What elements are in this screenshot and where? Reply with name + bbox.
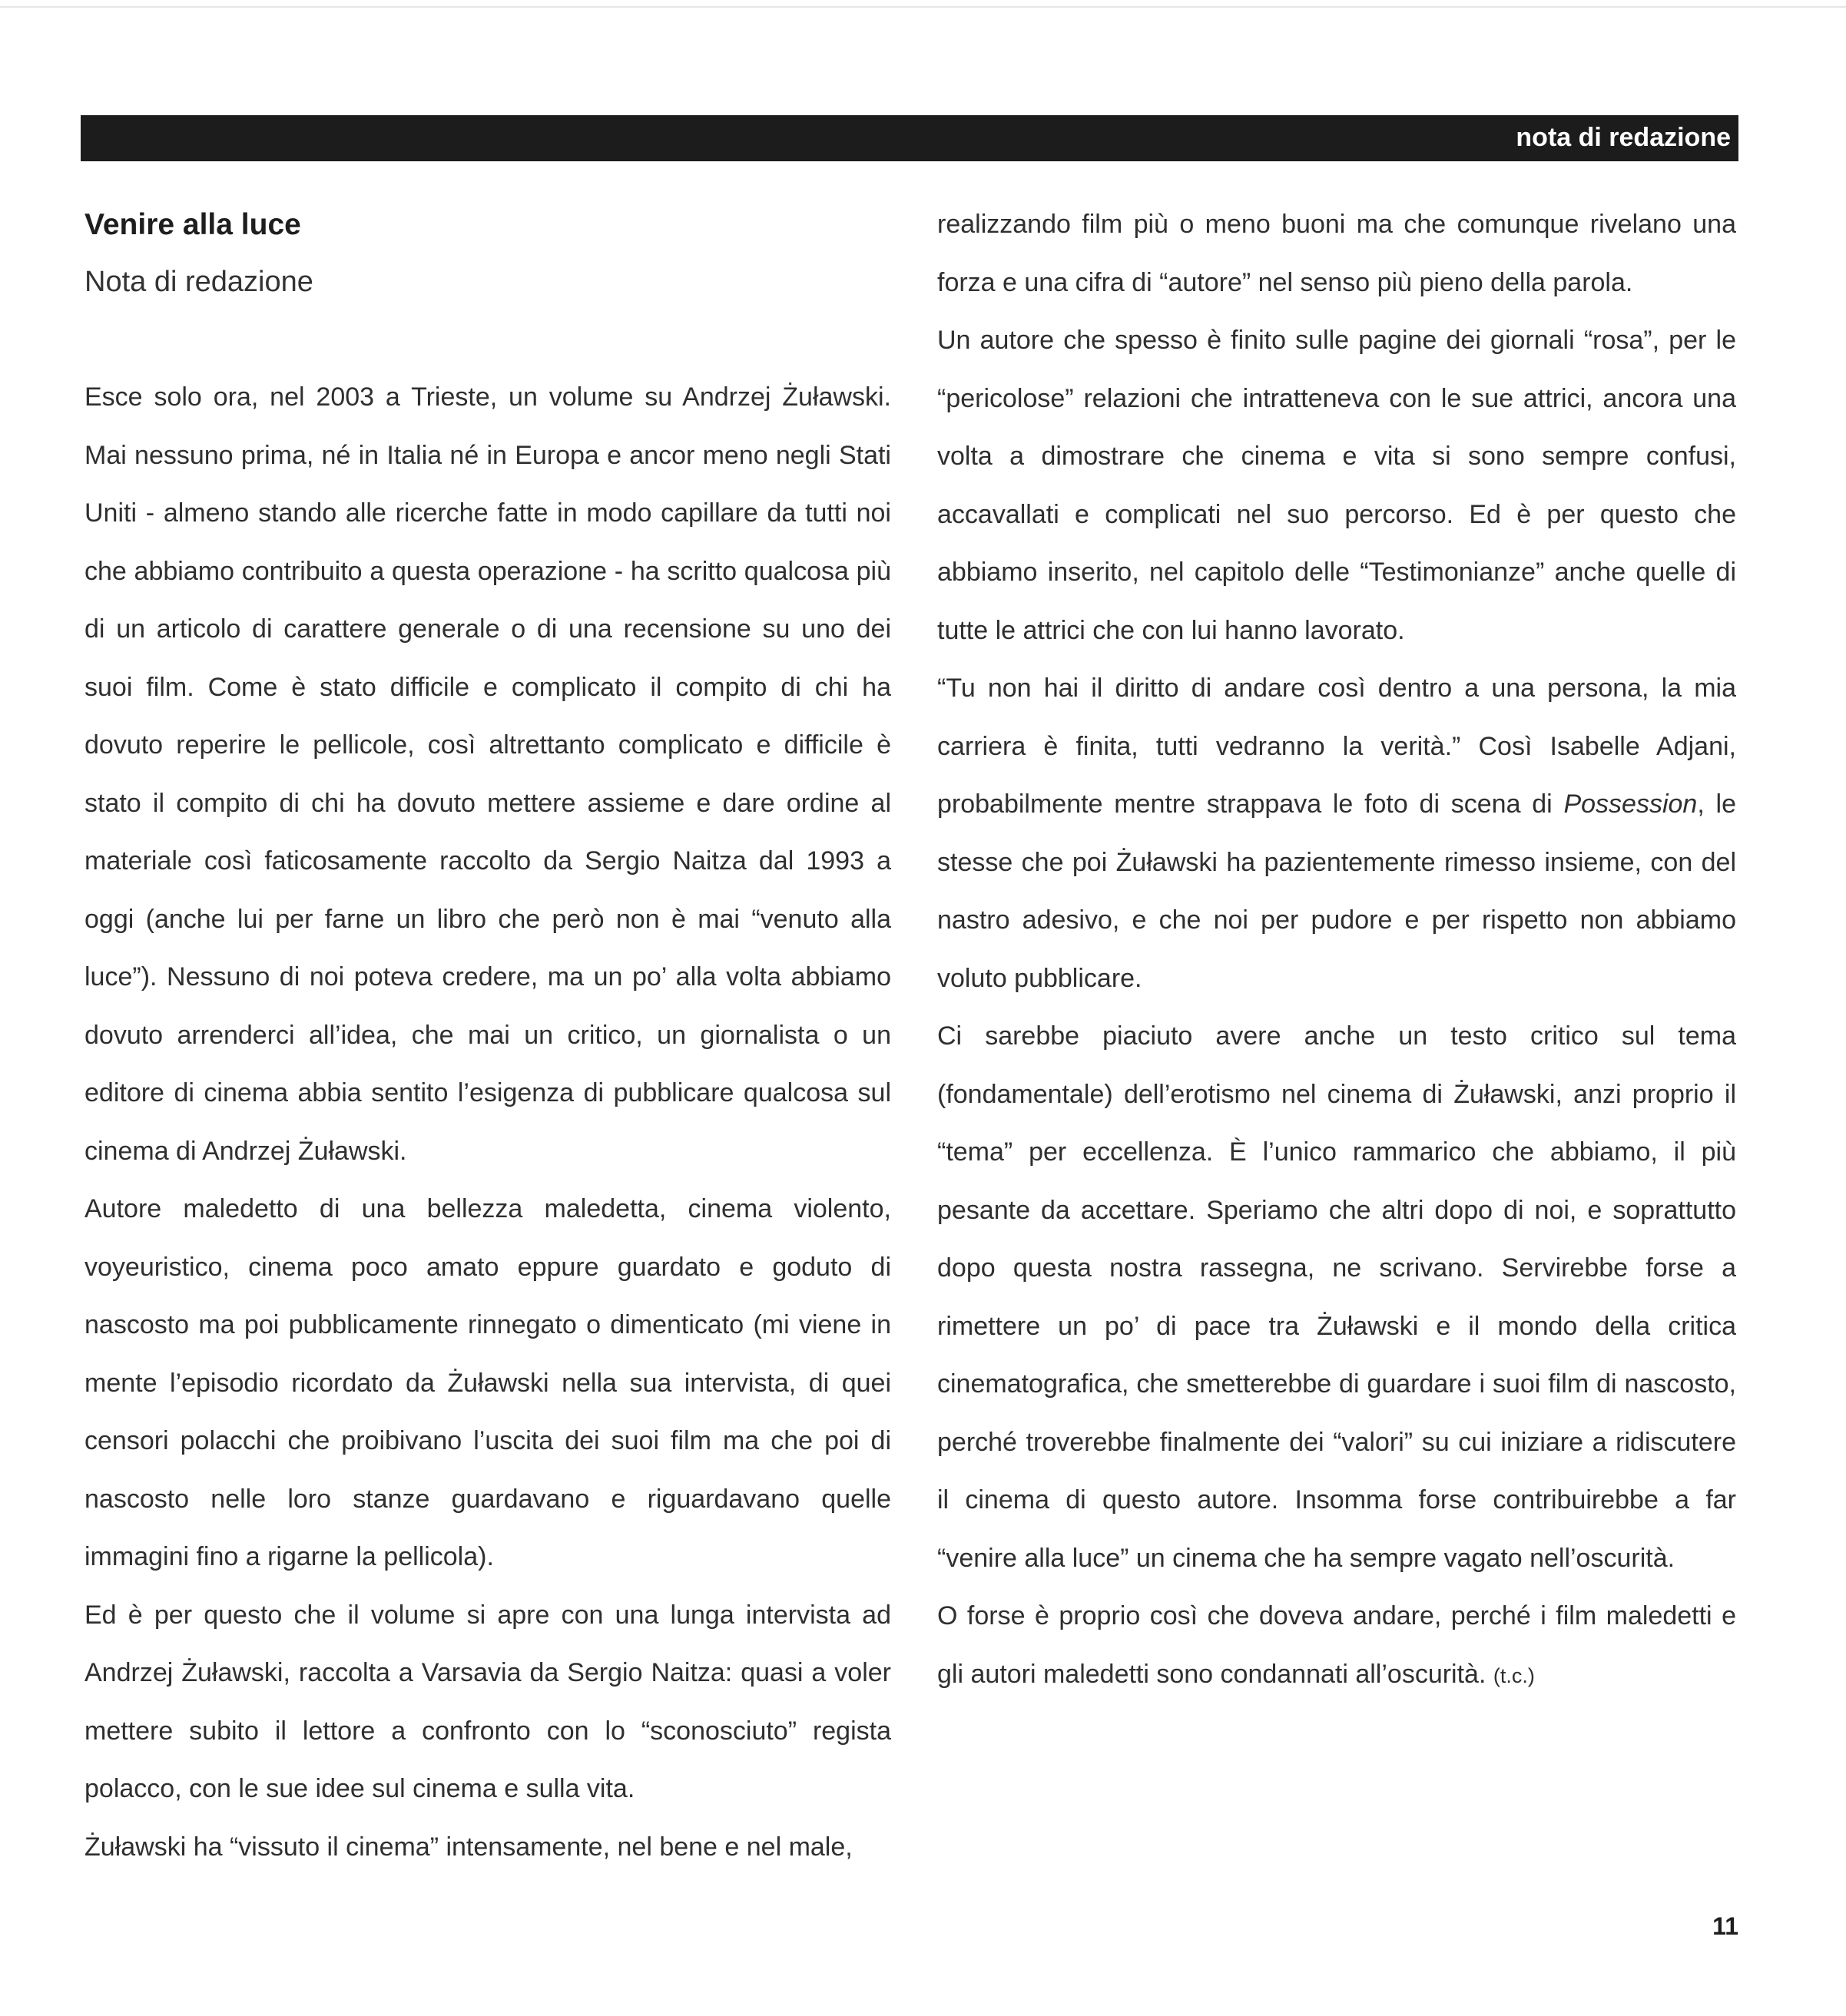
film-title: Possession <box>1563 790 1698 819</box>
author-signature: (t.c.) <box>1493 1663 1535 1687</box>
body-paragraph: Autore maledetto di una bellezza maledetta, cinema violento, voyeuristico, cinema poco amato eppure guardato e goduto di nascosto ma poi pubblicamente rinnegato o dimenticato (mi viene in mente l’episodio ricordato da Żuławski nella sua intervista, di quei censori polacchi che proibivano l’uscita dei suoi film ma che poi di nascosto nelle loro stanze guardavano e riguardavano quelle immagini fino a rigarne la pellicola). <box>85 1194 891 1571</box>
body-paragraph <box>937 660 1736 1008</box>
section-label: nota di redazione <box>1516 123 1731 152</box>
body-paragraph: Esce solo ora, nel 2003 a Trieste, un volume su Andrzej Żuławski. Mai nessuno prima, né in Italia né in Europa e ancor meno negli Stati Uniti - almeno stando alle ricerche fatte in modo capillare da tutti noi che abbiamo contribuito a questa operazione - ha scritto qualcosa più di un articolo di carattere generale o di una recensione su uno dei suoi film. Come è stato difficile e complicato il compito di chi ha dovuto reperire le pellicole, così altrettanto complicato e difficile è stato il compito di chi ha dovuto mettere assieme e dare ordine al materiale così faticosamente raccolto da Sergio Naitza dal 1993 a oggi (anche lui per farne un libro che però non è mai “venuto alla luce”). Nessuno di noi poteva credere, ma un po’ alla volta abbiamo dovuto arrenderci all’idea, che mai un critico, un giornalista o un editore di cinema abbia sentito l’esigenza di pubblicare qualcosa sul cinema di Andrzej Żuławski. <box>85 382 891 1166</box>
article-subtitle: Nota di redazione <box>85 266 313 298</box>
body-paragraph: Un autore che spesso è finito sulle pagine dei giornali “rosa”, per le “pericolose” relazioni che intratteneva con le sue attrici, ancora una volta a dimostrare che cinema e vita si sono sempre confusi, accavallati e complicati nel suo percorso. Ed è per questo che abbiamo inserito, nel capitolo delle “Testimonianze” anche quelle di tutte le attrici che con lui hanno lavorato. <box>937 326 1736 645</box>
page-number: 11 <box>1712 1912 1738 1940</box>
paragraph-text: O forse è proprio così che doveva andare, perché i film maledetti e gli autori maledetti sono condannati all’oscurità. <box>937 1601 1736 1689</box>
scan-edge-line <box>0 6 1846 8</box>
right-column <box>937 196 1736 1705</box>
body-paragraph: realizzando film più o meno buoni ma che comunque rivelano una forza e una cifra di “autore” nel senso più pieno della parola. <box>937 210 1736 297</box>
body-paragraph: Ci sarebbe piaciuto avere anche un testo critico sul tema (fondamentale) dell’erotismo nel cinema di Żuławski, anzi proprio il “tema” per eccellenza. È l’unico rammarico che abbiamo, il più pesante da accettare. Speriamo che altri dopo di noi, e soprattutto dopo questa nostra rassegna, ne scrivano. Servirebbe forse a rimettere un po’ di pace tra Żuławski e il mondo della critica cinematografica, che smetterebbe di guardare i suoi film di nascosto, perché troverebbe finalmente dei “valori” su cui iniziare a ridiscutere il cinema di questo autore. Insomma forse contribuirebbe a far “venire alla luce” un cinema che ha sempre vagato nell’oscurità. <box>937 1021 1736 1573</box>
left-column <box>85 196 891 1876</box>
body-paragraph: Ed è per questo che il volume si apre con una lunga intervista ad Andrzej Żuławski, raccolta a Varsavia da Sergio Naitza: quasi a voler mettere subito il lettore a confronto con lo “sconosciuto” regista polacco, con le sue idee sul cinema e sulla vita. <box>85 1600 891 1803</box>
section-header-bar <box>81 115 1738 161</box>
paragraph-text: , le stesse che poi Żuławski ha pazientemente rimesso insieme, con del nastro adesivo, e che noi per pudore e per rispetto non abbiamo voluto pubblicare. <box>937 790 1736 993</box>
body-paragraph <box>937 1587 1736 1705</box>
article-title: Venire alla luce <box>85 208 301 241</box>
paragraph-text: “Tu non hai il diritto di andare così dentro a una persona, la mia carriera è finita, tutti vedranno la verità.” Così Isabelle Adjani, probabilmente mentre strappava le foto di scena di <box>937 674 1736 819</box>
body-paragraph: Żuławski ha “vissuto il cinema” intensamente, nel bene e nel male, <box>85 1832 853 1862</box>
